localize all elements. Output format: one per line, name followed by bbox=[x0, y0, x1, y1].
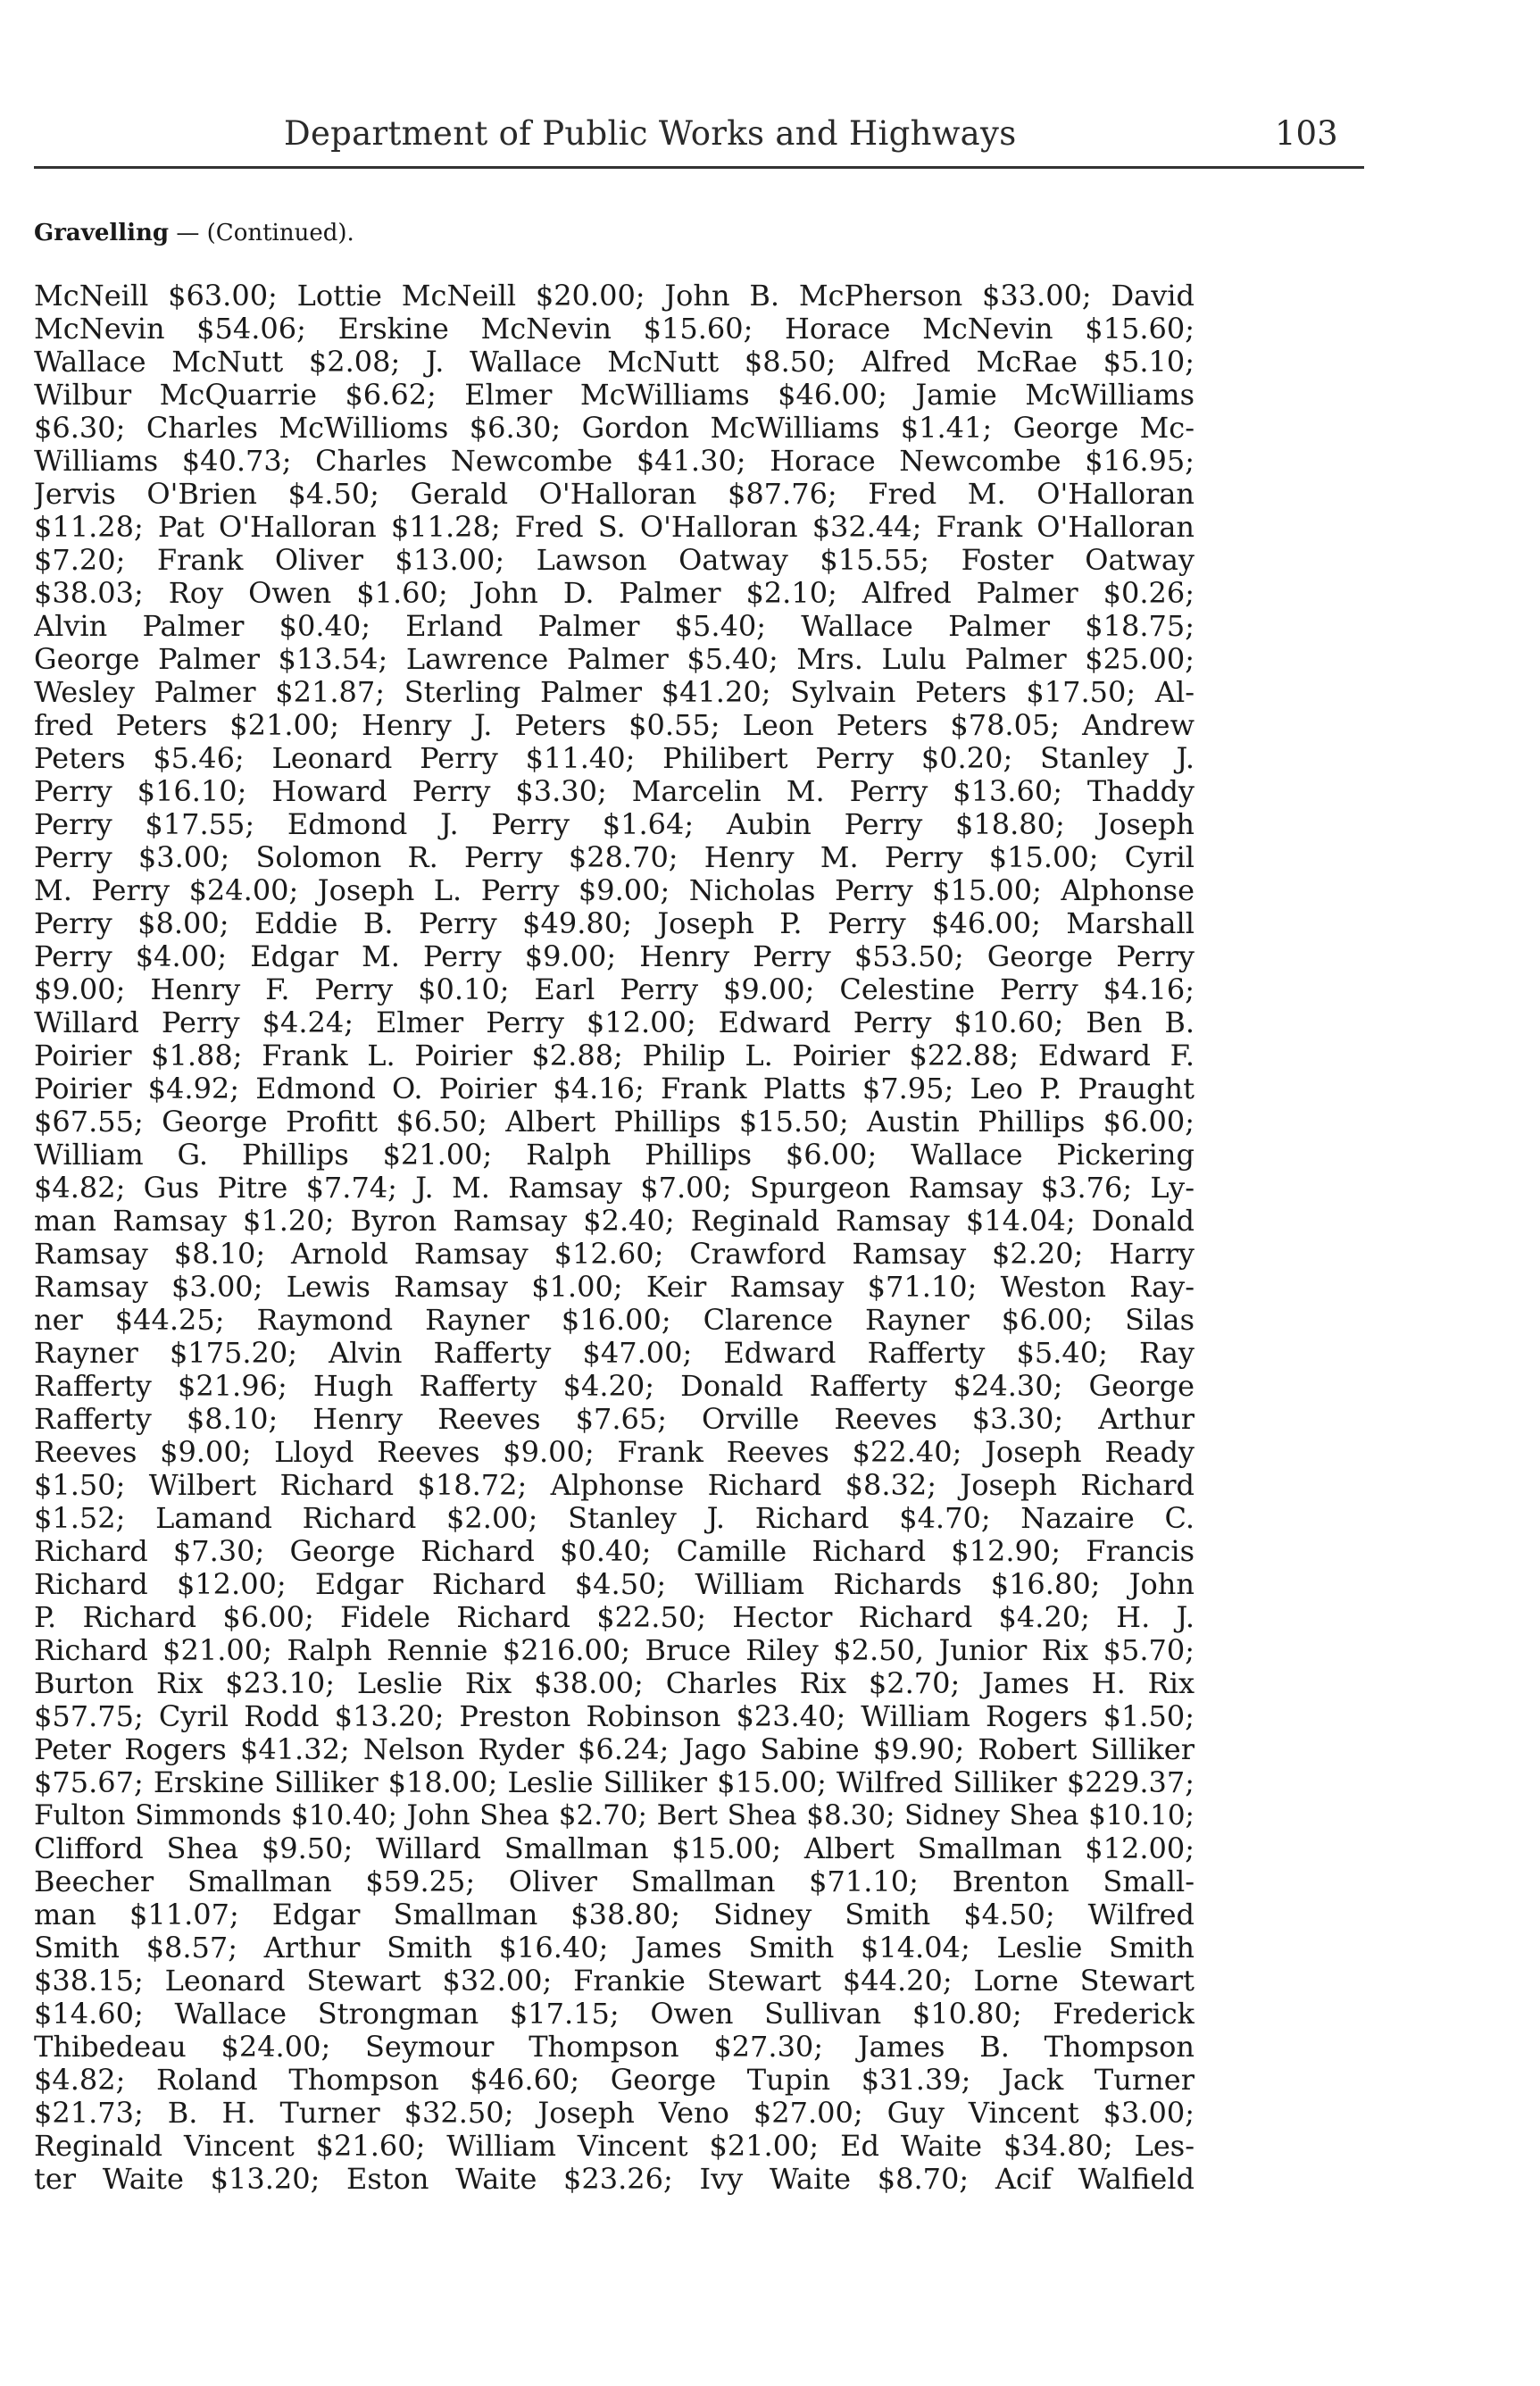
text-line: Reeves $9.00; Lloyd Reeves $9.00; Frank Reeves $22.40; Joseph Ready bbox=[34, 1436, 1195, 1469]
text-line: Richard $12.00; Edgar Richard $4.50; William Richards $16.80; John bbox=[34, 1568, 1195, 1601]
text-line: Perry $8.00; Eddie B. Perry $49.80; Joseph P. Perry $46.00; Marshall bbox=[34, 907, 1195, 940]
text-line: $1.52; Lamand Richard $2.00; Stanley J. Richard $4.70; Nazaire C. bbox=[34, 1502, 1195, 1535]
text-line: $1.50; Wilbert Richard $18.72; Alphonse Richard $8.32; Joseph Richard bbox=[34, 1469, 1195, 1502]
page-number: 103 bbox=[1275, 114, 1338, 153]
text-line: Wallace McNutt $2.08; J. Wallace McNutt $8.50; Alfred McRae $5.10; bbox=[34, 346, 1195, 379]
text-line: Poirier $1.88; Frank L. Poirier $2.88; Philip L. Poirier $22.88; Edward F. bbox=[34, 1039, 1195, 1072]
text-line: $4.82; Roland Thompson $46.60; George Tupin $31.39; Jack Turner bbox=[34, 2064, 1195, 2097]
text-line: $4.82; Gus Pitre $7.74; J. M. Ramsay $7.00; Spurgeon Ramsay $3.76; Ly- bbox=[34, 1172, 1195, 1205]
text-line: $38.15; Leonard Stewart $32.00; Frankie Stewart $44.20; Lorne Stewart bbox=[34, 1965, 1195, 1998]
text-line: $14.60; Wallace Strongman $17.15; Owen Sullivan $10.80; Frederick bbox=[34, 1998, 1195, 2031]
text-line: Alvin Palmer $0.40; Erland Palmer $5.40; Wallace Palmer $18.75; bbox=[34, 610, 1195, 643]
section-title: Gravelling bbox=[34, 220, 170, 246]
text-line: fred Peters $21.00; Henry J. Peters $0.55; Leon Peters $78.05; Andrew bbox=[34, 709, 1195, 742]
text-line: McNevin $54.06; Erskine McNevin $15.60; Horace McNevin $15.60; bbox=[34, 313, 1195, 346]
header-rule bbox=[34, 166, 1364, 169]
text-line: Beecher Smallman $59.25; Oliver Smallman $71.10; Brenton Small- bbox=[34, 1865, 1195, 1898]
text-line: Ramsay $3.00; Lewis Ramsay $1.00; Keir Ramsay $71.10; Weston Ray- bbox=[34, 1271, 1195, 1304]
text-line: Thibedeau $24.00; Seymour Thompson $27.30; James B. Thompson bbox=[34, 2031, 1195, 2064]
text-line: Fulton Simmonds $10.40; John Shea $2.70; Bert Shea $8.30; Sidney Shea $10.10; bbox=[34, 1799, 1195, 1831]
text-line: Richard $7.30; George Richard $0.40; Camille Richard $12.90; Francis bbox=[34, 1535, 1195, 1568]
text-line: Perry $16.10; Howard Perry $3.30; Marcelin M. Perry $13.60; Thaddy bbox=[34, 775, 1195, 808]
text-line: $6.30; Charles McWillioms $6.30; Gordon McWilliams $1.41; George Mc- bbox=[34, 412, 1195, 445]
text-line: Wilbur McQuarrie $6.62; Elmer McWilliams $46.00; Jamie McWilliams bbox=[34, 379, 1195, 412]
text-line: Richard $21.00; Ralph Rennie $216.00; Bruce Riley $2.50, Junior Rix $5.70; bbox=[34, 1634, 1195, 1667]
running-header-title: Department of Public Works and Highways bbox=[284, 114, 1017, 153]
text-line: Reginald Vincent $21.60; William Vincent $21.00; Ed Waite $34.80; Les- bbox=[34, 2130, 1195, 2163]
text-line: Peters $5.46; Leonard Perry $11.40; Philibert Perry $0.20; Stanley J. bbox=[34, 742, 1195, 775]
text-line: Jervis O'Brien $4.50; Gerald O'Halloran $87.76; Fred M. O'Halloran bbox=[34, 478, 1195, 511]
text-line: William G. Phillips $21.00; Ralph Phillips $6.00; Wallace Pickering bbox=[34, 1139, 1195, 1172]
text-line: $67.55; George Profitt $6.50; Albert Phillips $15.50; Austin Phillips $6.00; bbox=[34, 1105, 1195, 1139]
section-note: (Continued). bbox=[206, 220, 354, 246]
text-line: $21.73; B. H. Turner $32.50; Joseph Veno $27.00; Guy Vincent $3.00; bbox=[34, 2097, 1195, 2130]
text-line: Rayner $175.20; Alvin Rafferty $47.00; Edward Rafferty $5.40; Ray bbox=[34, 1337, 1195, 1370]
text-line: $57.75; Cyril Rodd $13.20; Preston Robinson $23.40; William Rogers $1.50; bbox=[34, 1700, 1195, 1733]
body-text bbox=[34, 279, 1195, 2196]
text-line: man Ramsay $1.20; Byron Ramsay $2.40; Reginald Ramsay $14.04; Donald bbox=[34, 1205, 1195, 1238]
text-line: Perry $17.55; Edmond J. Perry $1.64; Aubin Perry $18.80; Joseph bbox=[34, 808, 1195, 841]
section-dash: — bbox=[169, 220, 207, 246]
text-line: ner $44.25; Raymond Rayner $16.00; Clarence Rayner $6.00; Silas bbox=[34, 1304, 1195, 1337]
text-line: M. Perry $24.00; Joseph L. Perry $9.00; Nicholas Perry $15.00; Alphonse bbox=[34, 874, 1195, 907]
text-line: $38.03; Roy Owen $1.60; John D. Palmer $2.10; Alfred Palmer $0.26; bbox=[34, 577, 1195, 610]
text-line: Rafferty $21.96; Hugh Rafferty $4.20; Donald Rafferty $24.30; George bbox=[34, 1370, 1195, 1403]
text-line: McNeill $63.00; Lottie McNeill $20.00; John B. McPherson $33.00; David bbox=[34, 279, 1195, 313]
text-line: Smith $8.57; Arthur Smith $16.40; James Smith $14.04; Leslie Smith bbox=[34, 1931, 1195, 1965]
text-line: man $11.07; Edgar Smallman $38.80; Sidney Smith $4.50; Wilfred bbox=[34, 1898, 1195, 1931]
text-line: $75.67; Erskine Silliker $18.00; Leslie Silliker $15.00; Wilfred Silliker $229.37; bbox=[34, 1766, 1195, 1799]
text-line: Perry $3.00; Solomon R. Perry $28.70; Henry M. Perry $15.00; Cyril bbox=[34, 841, 1195, 874]
text-line: $7.20; Frank Oliver $13.00; Lawson Oatway $15.55; Foster Oatway bbox=[34, 544, 1195, 577]
text-line: Wesley Palmer $21.87; Sterling Palmer $41.20; Sylvain Peters $17.50; Al- bbox=[34, 676, 1195, 709]
text-line: Ramsay $8.10; Arnold Ramsay $12.60; Crawford Ramsay $2.20; Harry bbox=[34, 1238, 1195, 1271]
text-line: George Palmer $13.54; Lawrence Palmer $5.40; Mrs. Lulu Palmer $25.00; bbox=[34, 643, 1195, 676]
text-line: $11.28; Pat O'Halloran $11.28; Fred S. O'Halloran $32.44; Frank O'Halloran bbox=[34, 511, 1195, 544]
text-line: $9.00; Henry F. Perry $0.10; Earl Perry $9.00; Celestine Perry $4.16; bbox=[34, 973, 1195, 1006]
section-heading bbox=[34, 220, 354, 246]
text-line: Clifford Shea $9.50; Willard Smallman $15.00; Albert Smallman $12.00; bbox=[34, 1832, 1195, 1865]
text-line: Willard Perry $4.24; Elmer Perry $12.00; Edward Perry $10.60; Ben B. bbox=[34, 1006, 1195, 1039]
text-line: Peter Rogers $41.32; Nelson Ryder $6.24; Jago Sabine $9.90; Robert Silliker bbox=[34, 1733, 1195, 1766]
text-line: Perry $4.00; Edgar M. Perry $9.00; Henry Perry $53.50; George Perry bbox=[34, 940, 1195, 973]
text-line: P. Richard $6.00; Fidele Richard $22.50; Hector Richard $4.20; H. J. bbox=[34, 1601, 1195, 1634]
text-line: Poirier $4.92; Edmond O. Poirier $4.16; Frank Platts $7.95; Leo P. Praught bbox=[34, 1072, 1195, 1105]
text-line: Burton Rix $23.10; Leslie Rix $38.00; Charles Rix $2.70; James H. Rix bbox=[34, 1667, 1195, 1700]
text-line: Rafferty $8.10; Henry Reeves $7.65; Orville Reeves $3.30; Arthur bbox=[34, 1403, 1195, 1436]
text-line: ter Waite $13.20; Eston Waite $23.26; Ivy Waite $8.70; Acif Walfield bbox=[34, 2163, 1195, 2196]
text-line: Williams $40.73; Charles Newcombe $41.30; Horace Newcombe $16.95; bbox=[34, 445, 1195, 478]
